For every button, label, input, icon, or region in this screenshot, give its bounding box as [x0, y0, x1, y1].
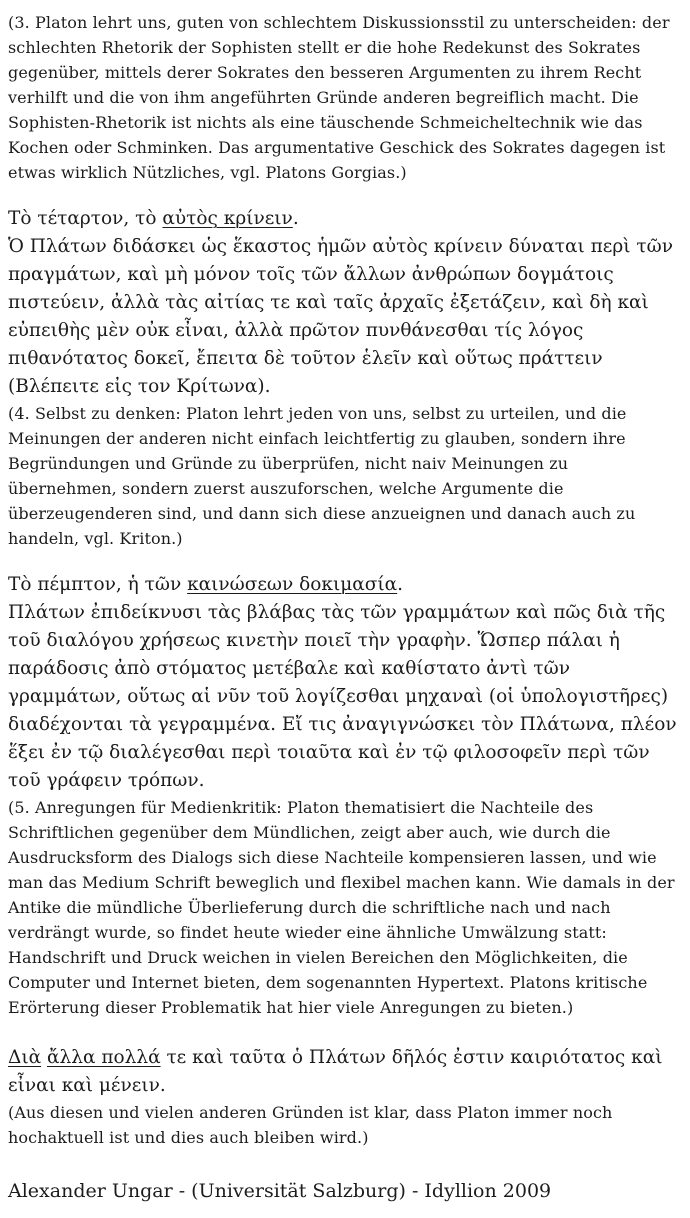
- paragraph-greek-4: Ὁ Πλάτων διδάσκει ὡς ἕκαστος ἡμῶν αὐτὸς κρίνειν δύναται περὶ τῶν πραγμάτων, καὶ μὴ μόνον τοῖς τῶν ἄλλων ἀνθρώπων δογμάτοις πιστεύειν, ἀλλὰ τὰς αἰτίας τε καὶ ταῖς ἀρχαῖς ἐξετάζειν, καὶ δὴ καὶ εὐπειθὴς μὲν οὐκ εἶναι, ἀλλὰ πρῶτον πυνθάνεσθαι τίς λόγος πιθανότατος δοκεῖ, ἔπειτα δὲ τοῦτον ἑλεῖν καὶ οὕτως πράττειν (Βλέπειτε εἰς τον Κρίτωνα).: [8, 236, 673, 397]
- heading-5-underlined-term: καινώσεων δοκιμασία: [187, 574, 398, 595]
- heading-4-underlined-term: αὐτὸς κρίνειν: [162, 208, 293, 229]
- closing-underlined-word-1: Διὰ: [8, 1047, 42, 1068]
- closing-underlined-phrase-2: ἄλλα πολλά: [47, 1047, 161, 1068]
- paragraph-greek-5: Πλάτων ἐπιδείκνυσι τὰς βλάβας τὰς τῶν γραμμάτων καὶ πῶς διὰ τῆς τοῦ διαλόγου χρήσεως κινετὴν ποιεῖ τὴν γραφὴν. Ὥσπερ πάλαι ἡ παράδοσις ἀπὸ στόματος μετέβαλε καὶ καθίστατο ἀντὶ τῶν γραμμάτων, οὕτως αἱ νῦν τοῦ λογίζεσθαι μηχαναὶ (οἱ ὑπολογιστῆρες) διαδέχονται τὰ γεγραμμένα. Εἴ τις ἀναγιγνώσκει τὸν Πλάτωνα, πλέον ἕξει ἐν τῷ διαλέγεσθαι περὶ τοιαῦτα καὶ ἐν τῷ φιλοσοφεῖν περὶ τῶν τοῦ γράφειν τρόπων.: [8, 602, 677, 791]
- paragraph-german-note-3: (3. Platon lehrt uns, guten von schlechtem Diskussionsstil zu unterscheiden: der schlechten Rhetorik der Sophisten stellt er die hohe Redekunst des Sokrates gegenüber, mittels derer Sokrates den besseren Argumenten zu ihrem Recht verhilft und die von ihm angeführten Gründe anderen begreiflich macht. Die Sophisten-Rhetorik ist nichts als eine täuschende Schmeicheltechnik wie das Kochen oder Schminken. Das argumentative Geschick des Sokrates dagegen ist etwas wirklich Nützliches, vgl. Platons Gorgias.): [8, 13, 670, 182]
- paragraph-german-note-5: (5. Anregungen für Medienkritik: Platon thematisiert die Nachteile des Schriftlichen gegenüber dem Mündlichen, zeigt aber auch, wie durch die Ausdrucksform des Dialogs sich diese Nachteile kompensieren lassen, und wie man das Medium Schrift beweglich und flexibel machen kann. Wie damals in der Antike die mündliche Überlieferung durch die schriftliche nach und nach verdrängt wurde, so findet heute wieder eine ähnliche Umwälzung statt: Handschrift und Druck weichen in vielen Bereichen den Möglichkeiten, die Computer und Internet bieten, dem sogenannten Hypertext. Platons kritische Erörterung dieser Problematik hat hier viele Anregungen zu bieten.): [8, 798, 675, 1017]
- closing-greek-rest: τε καὶ ταῦτα ὁ Πλάτων δῆλός ἐστιν καιριότατος καὶ εἶναι καὶ μένειν.: [8, 1047, 663, 1096]
- paragraph-german-closing: (Aus diesen und vielen anderen Gründen ist klar, dass Platon immer noch hochaktuell ist und dies auch bleiben wird.): [8, 1103, 613, 1147]
- section-heading-5: [8, 571, 680, 599]
- heading-5-period: .: [397, 574, 404, 595]
- footer-author-line: Alexander Ungar - (Universität Salzburg) - Idyllion 2009: [8, 1180, 552, 1202]
- heading-5-text: Τὸ πέμπτον, ἡ τῶν: [8, 574, 188, 595]
- section-heading-4: [8, 205, 680, 233]
- heading-4-text: Τὸ τέταρτον, τὸ: [8, 208, 163, 229]
- paragraph-german-note-4: (4. Selbst zu denken: Platon lehrt jeden von uns, selbst zu urteilen, und die Meinungen der anderen nicht einfach leichtfertig zu glauben, sondern ihre Begründungen und Gründe zu überprüfen, nicht naiv Meinungen zu übernehmen, sondern zuerst auszuforschen, welche Argumente die überzeugenderen sind, und dann sich diese anzueignen und danach auch zu handeln, vgl. Kriton.): [8, 404, 636, 548]
- paragraph-greek-closing: [8, 1044, 680, 1100]
- heading-4-period: .: [292, 208, 299, 229]
